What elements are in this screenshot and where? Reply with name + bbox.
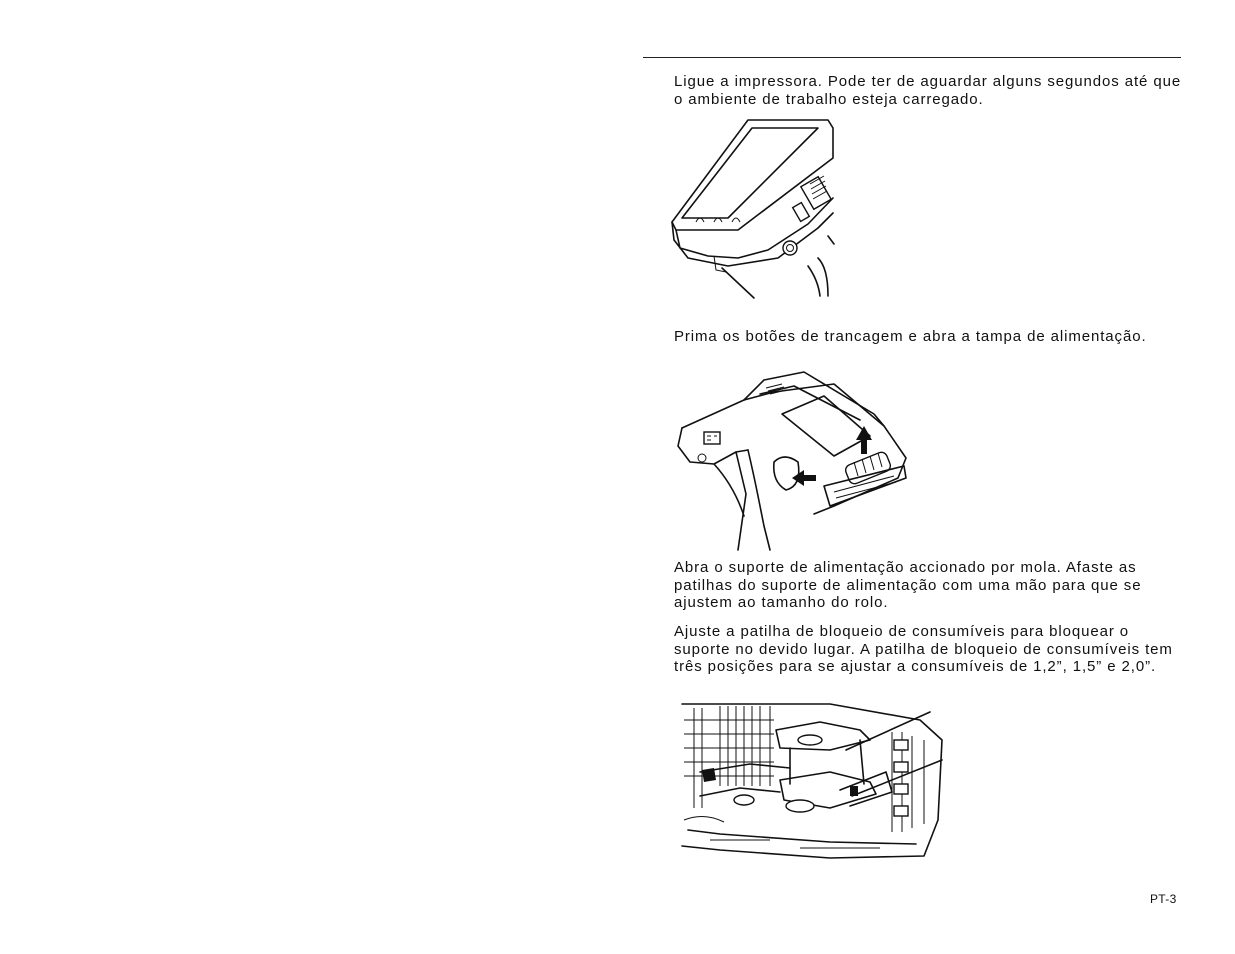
printer-power-illustration bbox=[668, 118, 838, 300]
header-rule bbox=[643, 57, 1181, 58]
step3-instruction: Abra o suporte de alimentação accionado por mola. Afaste as patilhas do suporte de alimentação com uma mão para que se ajustem ao tamanho do rolo. bbox=[674, 559, 1142, 611]
open-cover-illustration bbox=[674, 366, 914, 556]
media-lock-illustration bbox=[680, 700, 946, 862]
page-number: PT-3 bbox=[1150, 892, 1177, 906]
step1-instruction: Ligue a impressora. Pode ter de aguardar alguns segundos até que o ambiente de trabalho esteja carregado. bbox=[674, 73, 1182, 108]
step4-instruction: Ajuste a patilha de bloqueio de consumíveis para bloquear o suporte no devido lugar. A patilha de bloqueio de consumíveis tem três posições para se ajustar a consumíveis de 1,2”, 1,5” e 2,0”. bbox=[674, 623, 1173, 675]
step2-instruction: Prima os botões de trancagem e abra a tampa de alimentação. bbox=[674, 328, 1147, 345]
